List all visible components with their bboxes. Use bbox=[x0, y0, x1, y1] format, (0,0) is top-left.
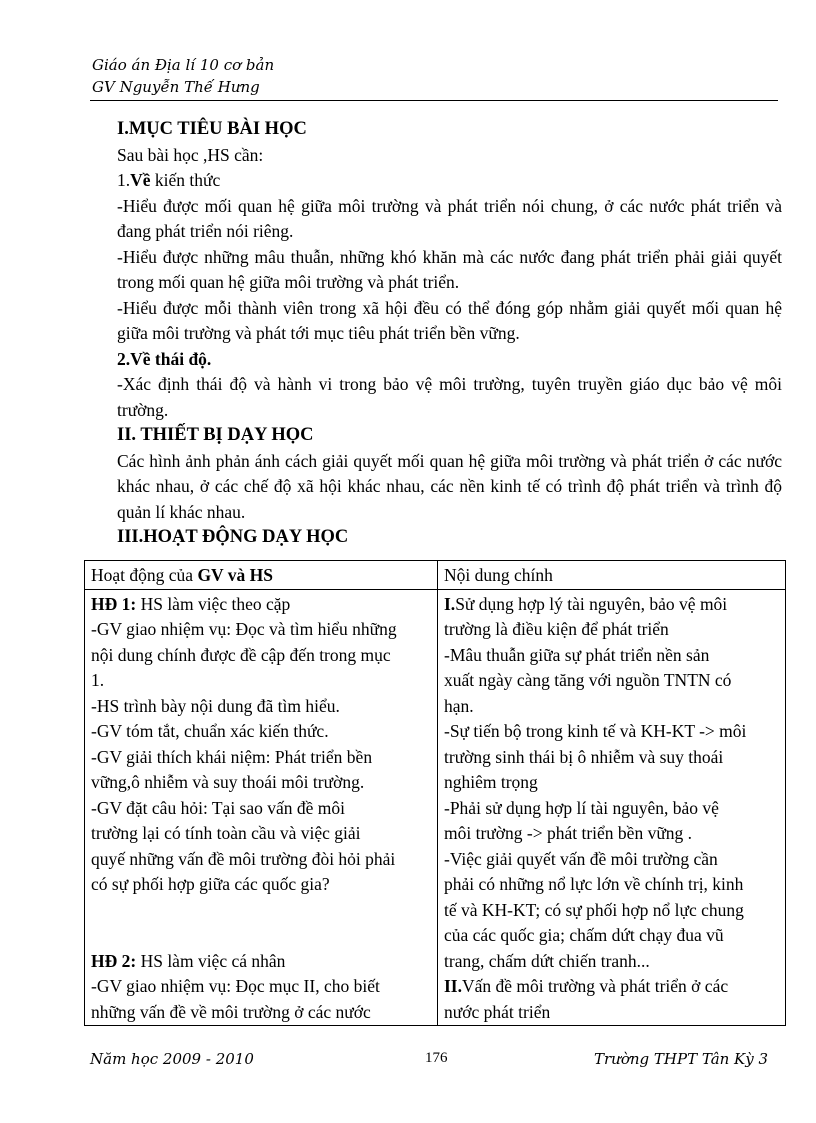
content-line: tế và KH-KT; có sự phối hợp nổ lực chung bbox=[444, 899, 744, 920]
table-header-activity bbox=[85, 561, 438, 590]
content-line: -Sự tiến bộ trong kinh tế và KH-KT -> môi bbox=[444, 721, 747, 741]
footer-school-year: Năm học 2009 - 2010 bbox=[90, 1050, 254, 1068]
header-teacher: GV Nguyễn Thế Hưng bbox=[92, 78, 260, 96]
hd2-label: HĐ 2: bbox=[91, 950, 137, 971]
activity-line: -GV đặt câu hỏi: Tại sao vấn đề môi bbox=[91, 797, 346, 818]
spacer bbox=[91, 923, 431, 949]
activity-line: -GV giao nhiệm vụ: Đọc mục II, cho biết bbox=[91, 976, 380, 996]
content-title-1-prefix: I. bbox=[444, 593, 456, 614]
content-title-2 bbox=[444, 974, 779, 1000]
content-line: môi trường -> phát triển bền vững . bbox=[444, 823, 693, 843]
activity-line: quyế những vấn đề môi trường đòi hỏi phải bbox=[91, 848, 396, 869]
hd2-line bbox=[91, 949, 431, 975]
activity-line: vững,ô nhiễm và suy thoái môi trường. bbox=[91, 772, 365, 792]
activity-line: 1. bbox=[91, 670, 105, 690]
content-line: nghiêm trọng bbox=[444, 772, 538, 792]
content-line: -Mâu thuẫn giữa sự phát triển nền sản bbox=[444, 644, 710, 665]
content-title-2-prefix: II. bbox=[444, 976, 462, 996]
table-header-row bbox=[85, 561, 786, 590]
section1-p3: -Hiểu được mỗi thành viên trong xã hội đều có thể đóng góp nhằm giải quyết mối quan hệ giữa môi trường và phát tới mục tiêu phát triển bền vững. bbox=[117, 297, 782, 343]
content-line: phải có những nổ lực lớn về chính trị, kinh bbox=[444, 874, 744, 894]
content-line: hạn. bbox=[444, 695, 474, 716]
hd1-label: HĐ 1: bbox=[91, 593, 137, 614]
section1-sub2: 2.Về thái độ. bbox=[117, 348, 212, 369]
section2-heading: II. THIẾT BỊ DẠY HỌC bbox=[117, 425, 314, 445]
content-title-1 bbox=[444, 592, 779, 618]
table-row bbox=[85, 589, 786, 1026]
header-activity-plain: Hoạt động của bbox=[91, 565, 198, 585]
content-line: trường sinh thái bị ô nhiễm và suy thoái bbox=[444, 746, 724, 767]
page-number: 176 bbox=[425, 1050, 448, 1066]
header-divider bbox=[90, 100, 778, 101]
activity-line: nội dung chính được đề cập đến trong mục bbox=[91, 644, 391, 665]
spacer bbox=[91, 898, 431, 924]
content-line: -Phải sử dụng hợp lí tài nguyên, bảo vệ bbox=[444, 797, 719, 818]
activity-line: trường lại có tính toàn cầu và việc giải bbox=[91, 823, 361, 843]
content-title-2-text: Vấn đề môi trường và phát triển ở các bbox=[462, 976, 729, 996]
activity-table bbox=[84, 560, 786, 1026]
footer-school: Trường THPT Tân Kỳ 3 bbox=[594, 1050, 769, 1068]
content-line: trường là điều kiện để phát triển bbox=[444, 619, 669, 639]
table-header-content: Nội dung chính bbox=[438, 561, 786, 590]
activity-line: -GV giải thích khái niệm: Phát triển bền bbox=[91, 746, 373, 767]
activity-line: có sự phối hợp giữa các quốc gia? bbox=[91, 874, 330, 894]
page-header bbox=[92, 54, 274, 98]
content-line: nước phát triển bbox=[444, 1001, 551, 1022]
section1-intro: Sau bài học ,HS cần: bbox=[117, 144, 264, 165]
section1-p2: -Hiểu được những mâu thuẫn, những khó khăn mà các nước đang phát triển phải giải quyết trong mối quan hệ giữa môi trường và phát triển. bbox=[117, 246, 782, 292]
section1-p4: -Xác định thái độ và hành vi trong bảo vệ môi trường, tuyên truyền giáo dục bảo vệ môi trường. bbox=[117, 374, 782, 420]
document-body bbox=[117, 117, 782, 551]
section1-sub1: 1.Về kiến thức bbox=[117, 170, 221, 190]
activity-line: -GV giao nhiệm vụ: Đọc và tìm hiểu những bbox=[91, 619, 397, 639]
activity-line: -HS trình bày nội dung đã tìm hiểu. bbox=[91, 695, 340, 716]
section1-heading: I.MỤC TIÊU BÀI HỌC bbox=[117, 119, 307, 139]
content-title-1-text: Sử dụng hợp lý tài nguyên, bảo vệ môi bbox=[455, 593, 728, 614]
content-cell bbox=[438, 589, 786, 1026]
content-line: trang, chấm dứt chiến tranh... bbox=[444, 950, 650, 971]
activity-line: những vấn đề về môi trường ở các nước bbox=[91, 1001, 371, 1022]
content-line: xuất ngày càng tăng với nguồn TNTN có bbox=[444, 670, 732, 690]
hd1-line bbox=[91, 592, 431, 618]
section3-heading: III.HOẠT ĐỘNG DẠY HỌC bbox=[117, 527, 349, 547]
activity-cell bbox=[85, 589, 438, 1026]
content-line: của các quốc gia; chấm dứt chạy đua vũ bbox=[444, 925, 724, 945]
content-line: -Việc giải quyết vấn đề môi trường cần bbox=[444, 848, 718, 869]
section1-p1: -Hiểu được mối quan hệ giữa môi trường và phát triển nói chung, ở các nước phát triển và đang phát triển nói riêng. bbox=[117, 195, 782, 241]
header-subject: Giáo án Địa lí 10 cơ bản bbox=[92, 56, 275, 74]
header-activity-bold: GV và HS bbox=[197, 565, 273, 585]
hd2-text: HS làm việc cá nhân bbox=[136, 950, 286, 971]
hd1-text: HS làm việc theo cặp bbox=[136, 593, 291, 614]
activity-line: -GV tóm tắt, chuẩn xác kiến thức. bbox=[91, 721, 329, 741]
section2-p1: Các hình ảnh phản ánh cách giải quyết mối quan hệ giữa môi trường và phát triển ở các nước khác nhau, ở các chế độ xã hội khác nhau, các nền kinh tế có trình độ phát triển và trình độ quản lí khác nhau. bbox=[117, 450, 782, 522]
